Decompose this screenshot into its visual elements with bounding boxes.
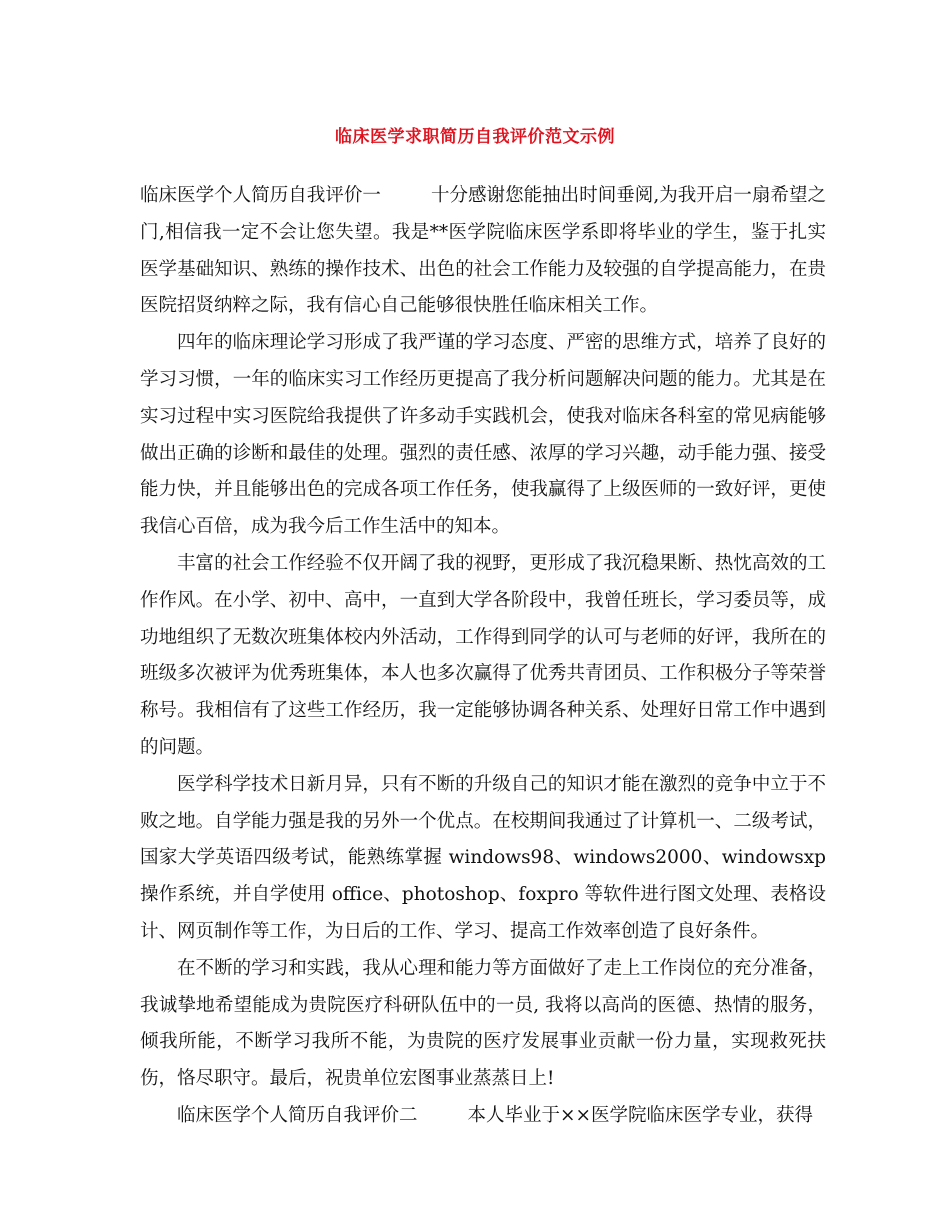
section-one-paragraph (140, 178, 826, 325)
paragraph-social-experience: 丰富的社会工作经验不仅开阔了我的视野，更形成了我沉稳果断、热忱高效的工作作风。在小学、初中、高中，一直到大学各阶段中，我曾任班长，学习委员等，成功地组织了无数次班集体校内外活动，工作得到同学的认可与老师的好评，我所在的班级多次被评为优秀班集体，本人也多次赢得了优秀共青团员、工作积极分子等荣誉称号。我相信有了这些工作经历，我一定能够协调各种关系、处理好日常工作中遇到的问题。 (140, 552, 826, 758)
document-title: 临床医学求职简历自我评价范文示例 (335, 127, 615, 147)
document-body (140, 178, 826, 1135)
section-one-label: 临床医学个人简历自我评价一 (140, 185, 381, 206)
section-two-label: 临床医学个人简历自我评价二 (177, 1104, 418, 1126)
section-one-intro: 十分感谢您能抽出时间垂阅,为我开启一扇希望之门,相信我一定不会让您失望。我是**医学院临床医学系即将毕业的学生，鉴于扎实医学基础知识、熟练的操作技术、出色的社会工作能力及较强的自学提高能力，在贵医院招贤纳粹之际，我有信心自己能够很快胜任临床相关工作。 (140, 185, 826, 317)
paragraph-clinical-study: 四年的临床理论学习形成了我严谨的学习态度、严密的思维方式，培养了良好的学习习惯，一年的临床实习工作经历更提高了我分析问题解决问题的能力。尤其是在实习过程中实习医院给我提供了许多动手实践机会，使我对临床各科室的常见病能够做出正确的诊断和最佳的处理。强烈的责任感、浓厚的学习兴趣，动手能力强、接受能力快，并且能够出色的完成各项工作任务，使我赢得了上级医师的一致好评，更使我信心百倍，成为我今后工作生活中的知本。 (140, 332, 826, 538)
section-two-paragraph (140, 1098, 826, 1135)
section-two-intro: 本人毕业于××医学院临床医学专业，获得 (467, 1104, 814, 1126)
paragraph-self-learning: 医学科学技术日新月异，只有不断的升级自己的知识才能在激烈的竞争中立于不败之地。自学能力强是我的另外一个优点。在校期间我通过了计算机一、二级考试，国家大学英语四级考试，能熟练掌握 windows98、windows2000、windowsxp 操作系统，并自学使用 office、photoshop、foxpro 等软件进行图文处理、表格设计、网页制作等工作，为日后的工作、学习、提高工作效率创造了良好条件。 (140, 773, 826, 942)
paragraph-closing: 在不断的学习和实践，我从心理和能力等方面做好了走上工作岗位的充分准备，我诚挚地希望能成为贵院医疗科研队伍中的一员, 我将以高尚的医德、热情的服务，倾我所能，不断学习我所不能，为贵院的医疗发展事业贡献一份力量，实现救死扶伤，恪尽职守。最后，祝贵单位宏图事业蒸蒸日上! (140, 957, 826, 1090)
